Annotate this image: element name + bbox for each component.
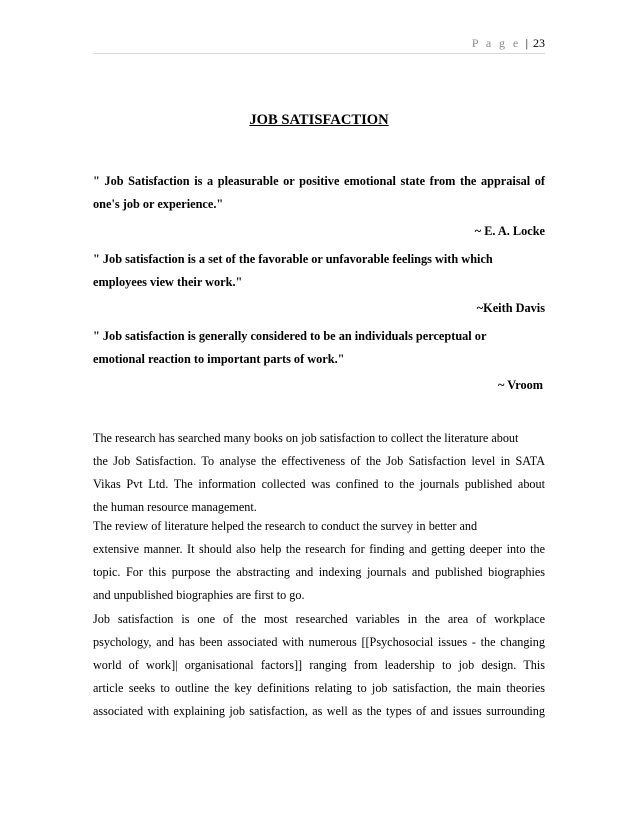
page-number: 23: [533, 36, 545, 50]
body-paragraph-3: [93, 608, 545, 723]
quote-line: " Job satisfaction is generally considered to be an individuals perceptual or: [93, 329, 487, 343]
paragraph-line: world of work]| organisational factors]] ranging from leadership to job design. This: [93, 658, 545, 672]
quote-davis: [93, 248, 545, 294]
paragraph-line: and unpublished biographies are first to go.: [93, 588, 305, 602]
paragraph-line: Job satisfaction is one of the most researched variables in the area of workplace: [93, 612, 545, 626]
quote-vroom: [93, 325, 545, 371]
quote-line: employees view their work.": [93, 275, 243, 289]
paragraph-line: the Job Satisfaction. To analyse the effectiveness of the Job Satisfaction level in SATA: [93, 454, 545, 468]
quote-line: one's job or experience.": [93, 197, 224, 211]
quote-author-locke: ~ E. A. Locke: [474, 224, 545, 238]
paragraph-line: The research has searched many books on job satisfaction to collect the literature about: [93, 431, 519, 445]
quote-author-davis: ~Keith Davis: [476, 301, 545, 315]
paragraph-line: topic. For this purpose the abstracting and indexing journals and published biographies: [93, 565, 545, 579]
body-paragraph-2: [93, 515, 545, 607]
header-rule: [93, 53, 545, 54]
paragraph-line: psychology, and has been associated with numerous [[Psychosocial issues - the changing: [93, 635, 545, 649]
paragraph-line: The review of literature helped the research to conduct the survey in better and: [93, 519, 478, 533]
page-title: JOB SATISFACTION: [249, 112, 389, 128]
paragraph-line: article seeks to outline the key definitions relating to job satisfaction, the main theories: [93, 681, 545, 695]
page-separator: |: [525, 36, 528, 50]
body-paragraph-1: [93, 427, 545, 519]
quote-line: emotional reaction to important parts of work.": [93, 352, 345, 366]
paragraph-line: the human resource management.: [93, 500, 257, 514]
quote-author-vroom: ~ Vroom: [498, 378, 543, 392]
page-label: P a g e: [471, 36, 521, 50]
paragraph-line: associated with explaining job satisfaction, as well as the types of and issues surrounding: [93, 704, 545, 718]
quote-line: " Job satisfaction is a set of the favorable or unfavorable feelings with which: [93, 252, 493, 266]
quote-locke: [93, 170, 545, 216]
paragraph-line: Vikas Pvt Ltd. The information collected was confined to the journals published about: [93, 477, 545, 491]
page-header: [93, 36, 545, 54]
paragraph-line: extensive manner. It should also help the research for finding and getting deeper into the: [93, 542, 545, 556]
quote-line: " Job Satisfaction is a pleasurable or positive emotional state from the appraisal of: [93, 174, 545, 188]
